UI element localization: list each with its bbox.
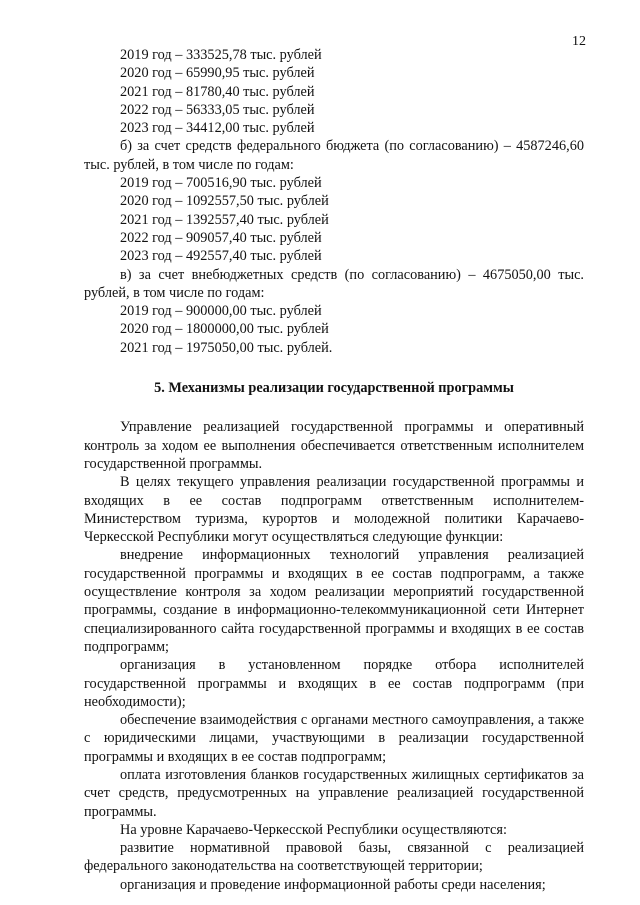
function-item: оплата изготовления бланков государственных жилищных сертификатов за счет средств, предусмотренных на управление реализацией государственной программы. <box>84 766 584 820</box>
function-item: внедрение информационных технологий управления реализацией государственной программы и входящих в ее состав подпрограмм, а также осуществление контроля за ходом реализации мероприятий государственной программы, создание в информационно-телекоммуникационной сети Интернет специализированного сайта государственной программы и входящих в ее состав подпрограмм; <box>84 547 584 655</box>
extrabudgetary-intro: в) за счет внебюджетных средств (по согласованию) – 4675050,00 тыс. рублей, в том числе по годам: <box>84 266 584 301</box>
paragraph-current-management: В целях текущего управления реализации государственной программы и входящих в ее состав подпрограмм ответственным исполнителем-Министерством туризма, курортов и молодежной политики Карачаево-Черкесской Республики могут осуществляться следующие функции: <box>84 474 584 546</box>
page-number: 12 <box>572 34 586 49</box>
year-line: 2022 год – 56333,05 тыс. рублей <box>120 101 315 118</box>
year-line: 2020 год – 1092557,50 тыс. рублей <box>120 193 329 210</box>
year-line: 2019 год – 333525,78 тыс. рублей <box>120 47 322 63</box>
republic-item: организация и проведение информационной работы среди населения; <box>120 876 546 893</box>
year-line: 2023 год – 34412,00 тыс. рублей <box>120 120 315 137</box>
year-line: 2019 год – 700516,90 тыс. рублей <box>120 175 322 192</box>
year-line: 2019 год – 900000,00 тыс. рублей <box>120 303 322 320</box>
document-body <box>84 46 584 894</box>
republic-item: развитие нормативной правовой базы, связанной с реализацией федерального законодательства на соответствующей территории; <box>84 840 584 875</box>
year-line: 2020 год – 1800000,00 тыс. рублей <box>120 321 329 338</box>
function-item: обеспечение взаимодействия с органами местного самоуправления, а также с юридическими лицами, участвующими в реализации государственной программы и входящих в ее состав подпрограмм; <box>84 712 584 765</box>
function-item: организация в установленном порядке отбора исполнителей государственной программы и входящих в ее состав подпрограмм (при необходимости); <box>84 657 584 710</box>
federal-budget-block <box>84 137 584 265</box>
year-line: 2023 год – 492557,40 тыс. рублей <box>120 248 322 265</box>
year-line: 2020 год – 65990,95 тыс. рублей <box>120 65 315 82</box>
paragraph-management: Управление реализацией государственной программы и оперативный контроль за ходом ее выполнения обеспечивается ответственным исполнителем государственной программы. <box>84 419 584 472</box>
year-line: 2021 год – 1975050,00 тыс. рублей. <box>120 339 333 356</box>
regional-budget-years <box>84 46 584 137</box>
paragraph-republic-level: На уровне Карачаево-Черкесской Республики осуществляются: <box>120 821 507 838</box>
federal-budget-intro: б) за счет средств федерального бюджета (по согласованию) – 4587246,60 тыс. рублей, в том числе по годам: <box>84 138 584 173</box>
extrabudgetary-block <box>84 266 584 357</box>
year-line: 2021 год – 1392557,40 тыс. рублей <box>120 211 329 228</box>
year-line: 2021 год – 81780,40 тыс. рублей <box>120 83 315 100</box>
year-line: 2022 год – 909057,40 тыс. рублей <box>120 229 322 246</box>
section-heading: 5. Механизмы реализации государственной программы <box>154 380 514 397</box>
